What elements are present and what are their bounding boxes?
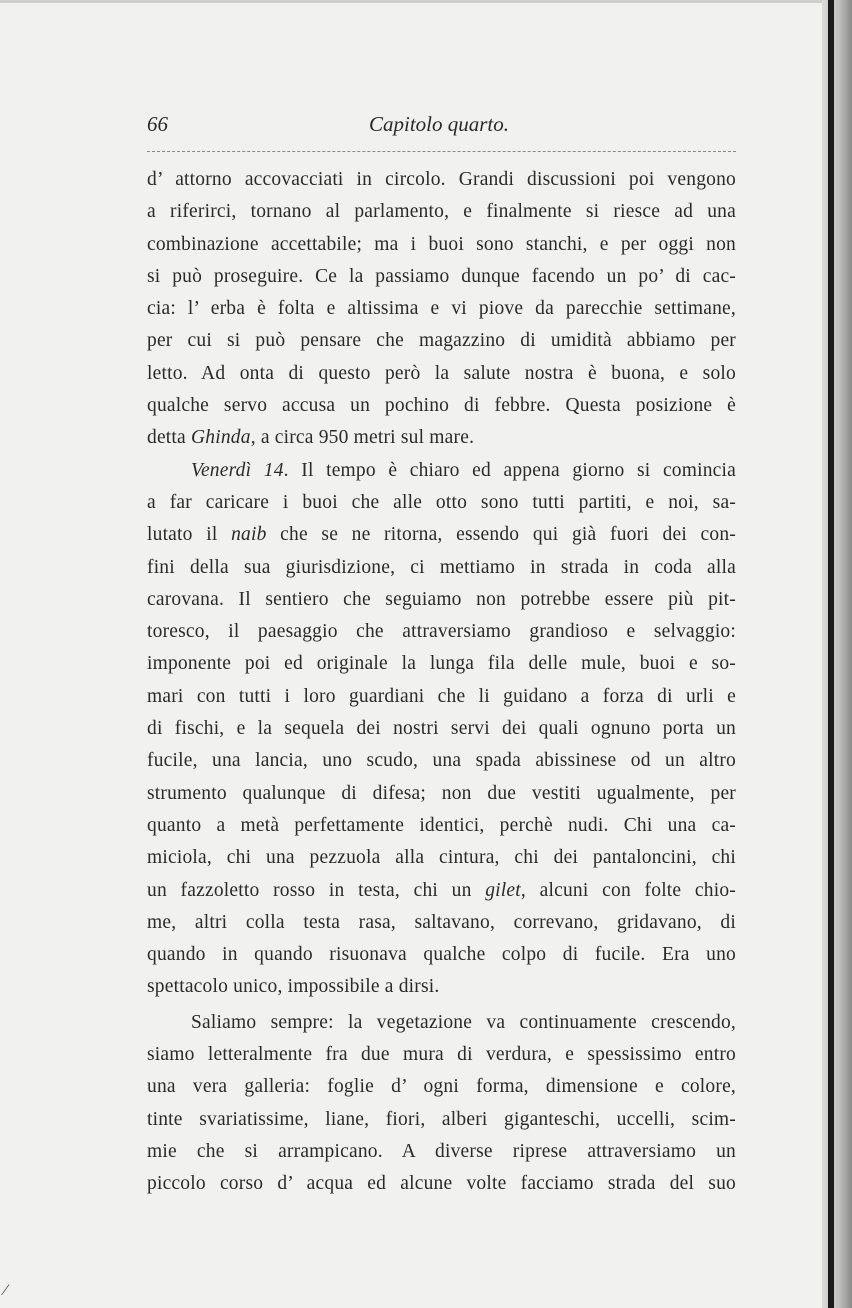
text-line: fini della sua giurisdizione, ci mettiamo in strada in coda alla (147, 556, 736, 578)
text-line: combinazione accettabile; ma i buoi sono stanchi, e per oggi non (147, 233, 736, 255)
text-line: un fazzoletto rosso in testa, chi un gilet, alcuni con folte chio- (147, 879, 737, 901)
scan-speck: ⁄ (4, 1282, 7, 1299)
text-line: lutato il naib che se ne ritorna, essendo qui già fuori dei con- (147, 524, 736, 546)
text-line: strumento qualunque di difesa; non due vestiti ugualmente, per (147, 782, 736, 804)
running-head (147, 112, 736, 142)
text-line: piccolo corso d’ acqua ed alcune volte facciamo strada del suo (147, 1173, 736, 1195)
text-line: si può proseguire. Ce la passiamo dunque facendo un po’ di cac- (147, 265, 736, 287)
text-line: a riferirci, tornano al parlamento, e finalmente si riesce ad una (147, 201, 736, 223)
text-line: siamo letteralmente fra due mura di verdura, e spessissimo entro (147, 1044, 736, 1066)
text-line: detta Ghinda, a circa 950 metri sul mare. (147, 427, 475, 449)
text-line: tinte svariatissime, liane, fiori, alberi giganteschi, uccelli, scim- (147, 1108, 736, 1130)
page-top-edge (0, 0, 852, 3)
text-line: letto. Ad onta di questo però la salute nostra è buona, e solo (147, 362, 736, 384)
chapter-title: Capitolo quarto. (369, 112, 510, 136)
text-line: imponente poi ed originale la lunga fila delle mule, buoi e so- (147, 653, 736, 675)
text-line: carovana. Il sentiero che seguiamo non potrebbe essere più pit- (147, 588, 736, 610)
text-line: quanto a metà perfettamente identici, perchè nudi. Chi una ca- (147, 814, 736, 836)
text-line: di fischi, e la sequela dei nostri servi dei quali ognuno porta un (147, 718, 736, 740)
header-rule (147, 151, 736, 152)
page-number: 66 (147, 112, 168, 136)
text-line: qualche servo accusa un pochino di febbre. Questa posizione è (147, 395, 736, 417)
text-line: d’ attorno accovacciati in circolo. Grandi discussioni poi vengono (147, 169, 736, 190)
text-line: mari con tutti i loro guardiani che li guidano a forza di urli e (147, 685, 736, 707)
page-right-edge (822, 0, 852, 1308)
text-line: per cui si può pensare che magazzino di umidità abbiamo per (147, 330, 736, 352)
text-line: Venerdì 14. Il tempo è chiaro ed appena giorno si comincia (191, 459, 737, 481)
text-line: una vera galleria: foglie d’ ogni forma, dimensione e colore, (147, 1076, 736, 1098)
text-line: spettacolo unico, impossibile a dirsi. (147, 976, 440, 998)
binding-shadow (828, 0, 834, 1308)
text-line: quando in quando risuonava qualche colpo di fucile. Era uno (147, 944, 736, 966)
text-line: fucile, una lancia, uno scudo, una spada abissinese od un altro (147, 750, 736, 772)
text-line: mie che si arrampicano. A diverse riprese attraversiamo un (147, 1140, 736, 1162)
text-line: me, altri colla testa rasa, saltavano, correvano, gridavano, di (147, 911, 736, 933)
text-line: a far caricare i buoi che alle otto sono tutti partiti, e noi, sa- (147, 491, 736, 513)
text-line: miciola, chi una pezzuola alla cintura, chi dei pantaloncini, chi (147, 847, 736, 869)
text-line: cia: l’ erba è folta e altissima e vi piove da parecchie settimane, (147, 298, 736, 320)
text-line: toresco, il paesaggio che attraversiamo grandioso e selvaggio: (147, 621, 736, 643)
body-text (147, 164, 736, 1201)
text-line: Saliamo sempre: la vegetazione va continuamente crescendo, (191, 1011, 736, 1033)
